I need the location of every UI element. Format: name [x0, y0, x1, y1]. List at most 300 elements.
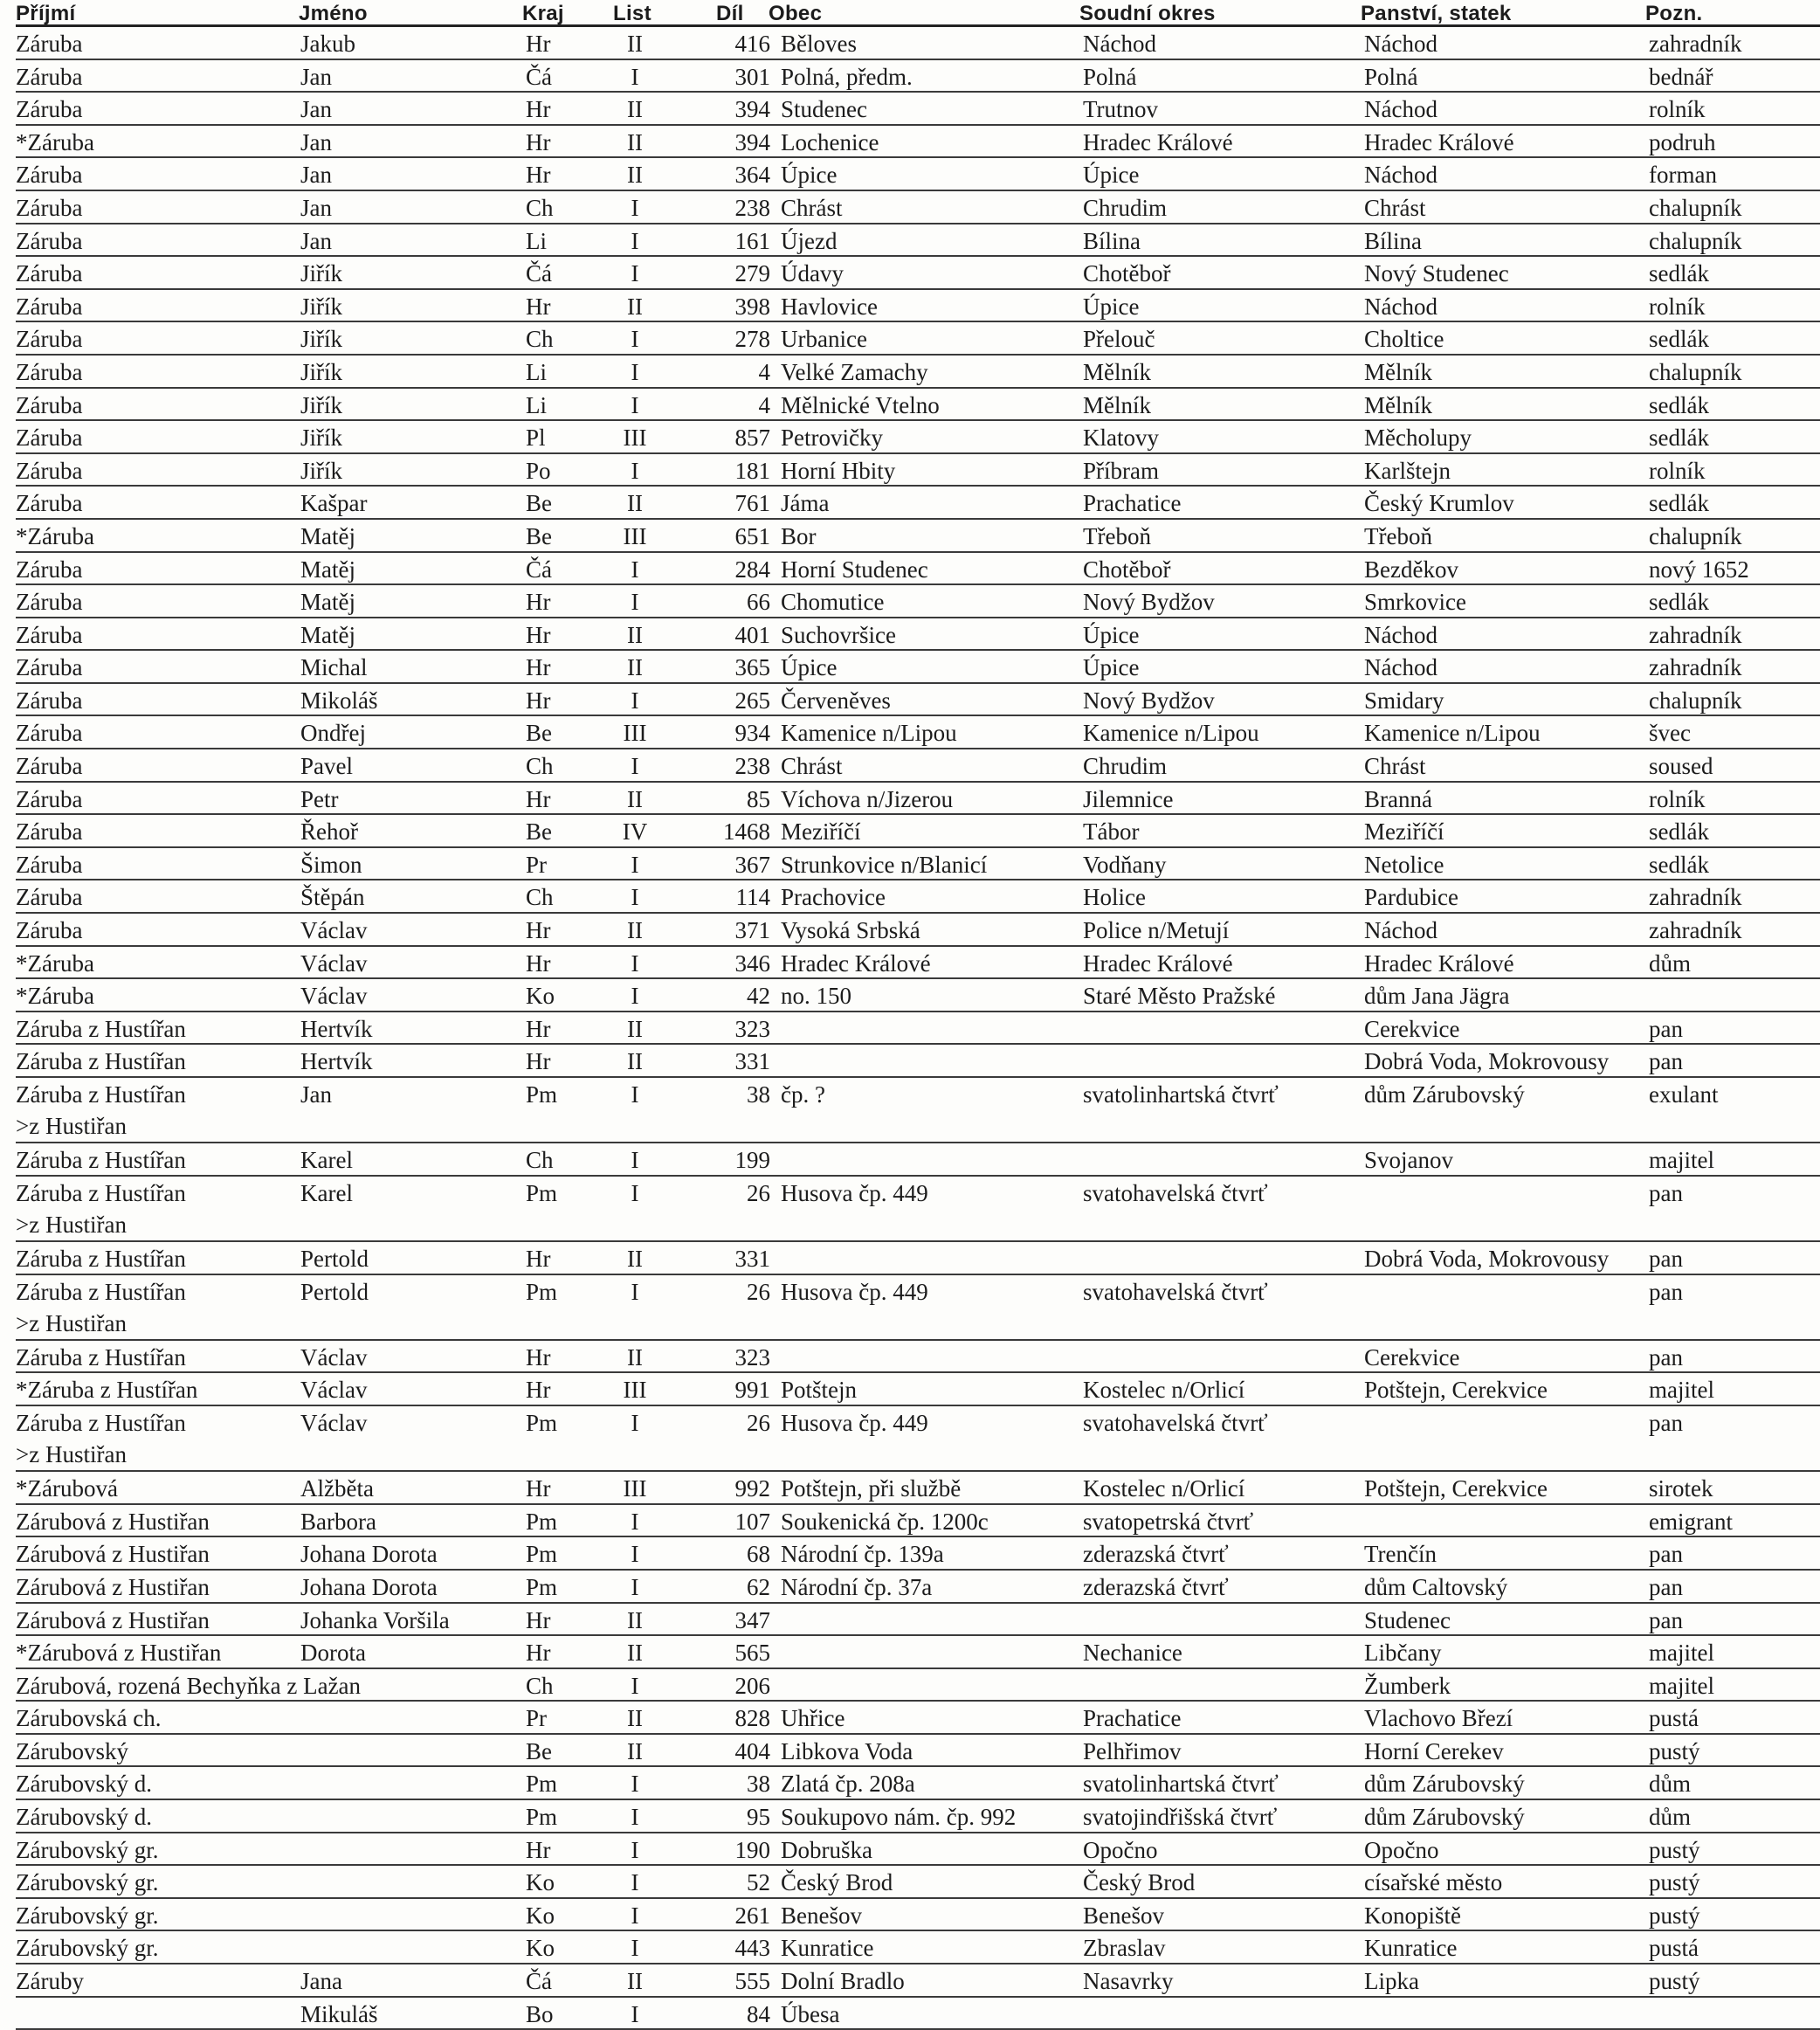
cell-obec: Hradec Králové: [781, 949, 931, 977]
cell-pozn: pustý: [1649, 1968, 1700, 1995]
cell-obec: Bor: [781, 522, 817, 549]
cell-list: II: [627, 1343, 643, 1371]
cell-jmeno: Václav: [300, 1343, 368, 1371]
cell-obec: Národní čp. 37a: [781, 1573, 933, 1600]
cell-list: I: [631, 63, 639, 90]
cell-list: II: [627, 917, 643, 944]
cell-jmeno: Jiřík: [300, 425, 343, 452]
cell-kraj: Pm: [526, 1179, 558, 1206]
table-row: [16, 224, 1820, 258]
cell-list: III: [623, 1377, 647, 1404]
cell-pozn: sedlák: [1649, 391, 1709, 418]
cell-prijmeni: Záruba z Hustířan: [16, 1278, 186, 1305]
cell-dil: 301: [734, 63, 770, 90]
cell-dil: 265: [734, 687, 770, 714]
cell-prijmeni: Zárubovský gr.: [16, 1902, 159, 1929]
cell-obec: Mělnické Vtelno: [781, 391, 940, 418]
cell-pozn: chalupník: [1649, 358, 1742, 385]
table-row: [16, 651, 1820, 684]
cell-prijmeni: Záruba z Hustířan: [16, 1245, 186, 1272]
cell-panstvi: Netolice: [1364, 851, 1444, 878]
cell-kraj: Ch: [526, 194, 554, 221]
cell-okres: Chotěboř: [1083, 260, 1171, 287]
cell-dil: 331: [734, 1245, 770, 1272]
cell-obec: Benešov: [781, 1902, 862, 1929]
table-row: [16, 60, 1820, 93]
cell-jmeno: Matěj: [300, 556, 355, 583]
cell-okres: svatojindřišská čtvrť: [1083, 1804, 1278, 1831]
cell-panstvi: Třeboň: [1364, 522, 1432, 549]
table-row: [16, 1537, 1820, 1571]
cell-kraj: Ch: [526, 326, 554, 353]
cell-prijmeni: Záruba: [16, 720, 83, 747]
cell-jmeno: Matěj: [300, 522, 355, 549]
cell-pozn: rolník: [1649, 785, 1706, 812]
cell-prijmeni: Záruba z Hustířan: [16, 1048, 186, 1075]
cell-prijmeni: Zárubovský d.: [16, 1771, 152, 1798]
table-row: [16, 1472, 1820, 1505]
cell-dil: 394: [734, 128, 770, 155]
cell-okres: Nový Bydžov: [1083, 687, 1215, 714]
table-row: [16, 93, 1820, 126]
cell-list: II: [627, 162, 643, 189]
cell-list: II: [627, 621, 643, 648]
cell-dil: 991: [734, 1377, 770, 1404]
cell-dil: 42: [747, 983, 770, 1010]
cell-prijmeni: Záruba: [16, 63, 83, 90]
cell-list: I: [631, 556, 639, 583]
cell-list: I: [631, 2000, 639, 2027]
table-row: [16, 520, 1820, 553]
cell-obec: Prachovice: [781, 884, 886, 911]
cell-prijmeni: Záruba: [16, 490, 83, 517]
cell-kraj: Ko: [526, 1869, 555, 1896]
cell-kraj: Pm: [526, 1541, 558, 1568]
cell-obec: Meziříčí: [781, 818, 861, 846]
cell-prijmeni: Zárubová, rozená Bechyňka z Lažan: [16, 1672, 362, 1699]
cell-jmeno: Václav: [300, 917, 368, 944]
header-soudni-okres: Soudní okres: [1079, 2, 1216, 25]
cell-dil: 199: [734, 1147, 770, 1174]
cell-pozn: sedlák: [1649, 425, 1709, 452]
cell-pozn: pan: [1649, 1606, 1683, 1633]
cell-okres: Chotěboř: [1083, 556, 1171, 583]
table-row: [16, 27, 1820, 60]
table-row: [16, 1505, 1820, 1538]
cell-panstvi: Konopiště: [1364, 1902, 1461, 1929]
cell-kraj: Bo: [526, 2000, 554, 2027]
cell-pozn: sedlák: [1649, 260, 1709, 287]
cell-kraj: Hr: [526, 162, 551, 189]
cell-kraj: Pm: [526, 1409, 558, 1436]
cell-obec: Potštejn: [781, 1377, 858, 1404]
cell-panstvi: Libčany: [1364, 1640, 1442, 1667]
cell-jmeno: Řehoř: [300, 818, 358, 846]
cell-pozn: dům: [1649, 1771, 1692, 1798]
cell-prijmeni: Zárubovská ch.: [16, 1705, 162, 1732]
cell-okres: Opočno: [1083, 1836, 1158, 1863]
cell-prijmeni: *Záruba: [16, 128, 94, 155]
cell-panstvi: Trenčín: [1364, 1541, 1437, 1568]
cell-list: I: [631, 1409, 639, 1436]
cell-obec: Kamenice n/Lipou: [781, 720, 957, 747]
cell-prijmeni: *Záruba z Hustířan: [16, 1377, 198, 1404]
cell-panstvi: Svojanov: [1364, 1147, 1454, 1174]
cell-obec: Petrovičky: [781, 425, 883, 452]
cell-prijmeni: *Záruba: [16, 983, 94, 1010]
cell-obec: Údavy: [781, 260, 844, 287]
table-row: [16, 947, 1820, 980]
table-row: [16, 322, 1820, 356]
cell-list: I: [631, 1573, 639, 1600]
cell-jmeno: Václav: [300, 1409, 368, 1436]
cell-list: II: [627, 128, 643, 155]
cell-pozn: pan: [1649, 1179, 1683, 1206]
cell-prijmeni: *Zárubová: [16, 1475, 118, 1502]
cell-prijmeni: Záruba: [16, 687, 83, 714]
cell-okres: svatopetrská čtvrť: [1083, 1508, 1254, 1535]
cell-jmeno: Hertvík: [300, 1048, 373, 1075]
cell-pozn: zahradník: [1649, 917, 1742, 944]
cell-jmeno: Alžběta: [300, 1475, 374, 1502]
cell-list: II: [627, 1705, 643, 1732]
table-row: [16, 257, 1820, 290]
cell-jmeno: Michal: [300, 654, 368, 681]
cell-obec: Velké Zamachy: [781, 358, 928, 385]
cell-prijmeni: Záruba: [16, 851, 83, 878]
cell-panstvi: Hradec Králové: [1364, 949, 1514, 977]
header-panstvi: Panství, statek: [1361, 2, 1512, 25]
cell-panstvi: Dobrá Voda, Mokrovousy: [1364, 1245, 1610, 1272]
cell-list: I: [631, 1278, 639, 1305]
cell-okres: Prachatice: [1083, 490, 1182, 517]
cell-pozn: rolník: [1649, 96, 1706, 123]
cell-panstvi: Žumberk: [1364, 1672, 1451, 1699]
cell-jmeno: Jan: [300, 128, 332, 155]
cell-list: III: [623, 1475, 647, 1502]
cell-okres: Hradec Králové: [1083, 949, 1233, 977]
cell-dil: 364: [734, 162, 770, 189]
table-row: [16, 783, 1820, 816]
cell-prijmeni: Záruba: [16, 654, 83, 681]
cell-panstvi: Vlachovo Březí: [1364, 1705, 1513, 1732]
cell-prijmeni: Záruba z Hustířan: [16, 1343, 186, 1371]
cell-list: I: [631, 983, 639, 1010]
cell-list: I: [631, 1836, 639, 1863]
cell-panstvi: Dobrá Voda, Mokrovousy: [1364, 1048, 1610, 1075]
cell-prijmeni-variant: >z Hustiřan: [16, 1440, 127, 1467]
cell-kraj: Hr: [526, 1343, 551, 1371]
cell-kraj: Be: [526, 522, 552, 549]
table-row: [16, 1735, 1820, 1768]
table-row: [16, 749, 1820, 783]
table-row: [16, 1604, 1820, 1637]
cell-okres: Úpice: [1083, 162, 1140, 189]
cell-dil: 761: [734, 490, 770, 517]
cell-prijmeni: Zárubová z Hustiřan: [16, 1508, 210, 1535]
cell-okres: Prachatice: [1083, 1705, 1182, 1732]
cell-kraj: Po: [526, 457, 551, 484]
cell-panstvi: Náchod: [1364, 31, 1437, 57]
cell-panstvi: Nový Studenec: [1364, 260, 1509, 287]
cell-prijmeni: Záruba: [16, 293, 83, 320]
cell-obec: Libkova Voda: [781, 1737, 913, 1764]
cell-okres: svatohavelská čtvrť: [1083, 1278, 1268, 1305]
cell-dil: 62: [747, 1573, 770, 1600]
cell-jmeno: Jan: [300, 96, 332, 123]
cell-panstvi: císařské město: [1364, 1869, 1503, 1896]
cell-jmeno: Barbora: [300, 1508, 376, 1535]
cell-prijmeni: Záruba: [16, 818, 83, 846]
cell-okres: Úpice: [1083, 654, 1140, 681]
cell-okres: Trutnov: [1083, 96, 1159, 123]
cell-dil: 443: [734, 1935, 770, 1962]
cell-jmeno: Šimon: [300, 851, 362, 878]
cell-jmeno: Petr: [300, 785, 339, 812]
cell-jmeno: Johanka Voršila: [300, 1606, 450, 1633]
cell-dil: 279: [734, 260, 770, 287]
cell-okres: Tábor: [1083, 818, 1140, 846]
cell-okres: Staré Město Pražské: [1083, 983, 1276, 1010]
cell-prijmeni: *Záruba: [16, 522, 94, 549]
cell-okres: zderazská čtvrť: [1083, 1541, 1229, 1568]
cell-panstvi: Smrkovice: [1364, 589, 1466, 616]
cell-list: II: [627, 293, 643, 320]
table-row: [16, 1143, 1820, 1177]
cell-dil: 261: [734, 1902, 770, 1929]
cell-list: II: [627, 654, 643, 681]
cell-obec: Dobruška: [781, 1836, 872, 1863]
cell-obec: Lochenice: [781, 128, 879, 155]
cell-obec: Studenec: [781, 96, 867, 123]
table-row: [16, 1702, 1820, 1735]
cell-jmeno: Jiřík: [300, 326, 343, 353]
cell-prijmeni: Zárubovský gr.: [16, 1935, 159, 1962]
table-row: [16, 880, 1820, 914]
cell-obec: Běloves: [781, 31, 857, 57]
cell-list: I: [631, 1541, 639, 1568]
cell-jmeno: Mikuláš: [300, 2000, 378, 2027]
cell-kraj: Čá: [526, 260, 552, 287]
cell-obec: Suchovršice: [781, 621, 896, 648]
cell-list: I: [631, 1902, 639, 1929]
cell-prijmeni: Záruba z Hustířan: [16, 1147, 186, 1174]
cell-prijmeni: Zárubovský gr.: [16, 1836, 159, 1863]
cell-okres: Mělník: [1083, 391, 1151, 418]
cell-okres: Kamenice n/Lipou: [1083, 720, 1259, 747]
cell-dil: 95: [747, 1804, 770, 1831]
cell-jmeno: Václav: [300, 949, 368, 977]
table-row: [16, 1406, 1820, 1472]
table-row: [16, 1964, 1820, 1998]
table-row: [16, 1571, 1820, 1604]
table-row: [16, 1866, 1820, 1899]
cell-kraj: Hr: [526, 917, 551, 944]
cell-jmeno: Karel: [300, 1179, 353, 1206]
cell-obec: čp. ?: [781, 1081, 825, 1108]
cell-list: I: [631, 753, 639, 780]
cell-jmeno: Jiřík: [300, 391, 343, 418]
cell-pozn: forman: [1649, 162, 1717, 189]
cell-panstvi: Náchod: [1364, 917, 1437, 944]
cell-prijmeni: Záruba: [16, 194, 83, 221]
cell-pozn: pustá: [1649, 1705, 1699, 1732]
cell-okres: svatolinhartská čtvrť: [1083, 1771, 1279, 1798]
cell-list: I: [631, 1869, 639, 1896]
cell-prijmeni: Zárubovský gr.: [16, 1869, 159, 1896]
table-header: [16, 0, 1820, 27]
cell-obec: Soukenická čp. 1200c: [781, 1508, 989, 1535]
cell-list: II: [627, 1048, 643, 1075]
cell-okres: Přelouč: [1083, 326, 1155, 353]
cell-pozn: soused: [1649, 753, 1713, 780]
cell-dil: 331: [734, 1048, 770, 1075]
cell-kraj: Hr: [526, 96, 551, 123]
cell-dil: 1468: [723, 818, 770, 846]
cell-list: I: [631, 1804, 639, 1831]
cell-jmeno: Karel: [300, 1147, 353, 1174]
cell-panstvi: Smidary: [1364, 687, 1444, 714]
cell-obec: Chrást: [781, 194, 843, 221]
cell-okres: Úpice: [1083, 293, 1140, 320]
cell-dil: 934: [734, 720, 770, 747]
table-row: [16, 553, 1820, 586]
cell-obec: no. 150: [781, 983, 851, 1010]
cell-list: I: [631, 1081, 639, 1108]
cell-obec: Červeněves: [781, 687, 891, 714]
cell-dil: 238: [734, 194, 770, 221]
cell-kraj: Be: [526, 720, 552, 747]
cell-dil: 365: [734, 654, 770, 681]
cell-okres: Nasavrky: [1083, 1968, 1174, 1995]
cell-panstvi: Choltice: [1364, 326, 1444, 353]
cell-dil: 401: [734, 621, 770, 648]
cell-pozn: chalupník: [1649, 194, 1742, 221]
table-row: [16, 1931, 1820, 1964]
cell-obec: Vysoká Srbská: [781, 917, 920, 944]
cell-prijmeni: Záruba: [16, 260, 83, 287]
cell-obec: Horní Studenec: [781, 556, 928, 583]
cell-list: I: [631, 326, 639, 353]
header-dil: Díl: [716, 2, 744, 25]
cell-jmeno: Jakub: [300, 31, 355, 57]
cell-panstvi: Potštejn, Cerekvice: [1364, 1377, 1548, 1404]
cell-dil: 26: [747, 1409, 770, 1436]
header-jmeno: Jméno: [299, 2, 368, 25]
cell-okres: Pelhřimov: [1083, 1737, 1182, 1764]
cell-kraj: Ko: [526, 1935, 555, 1962]
cell-okres: svatohavelská čtvrť: [1083, 1409, 1268, 1436]
cell-panstvi: Studenec: [1364, 1606, 1451, 1633]
cell-prijmeni: Záruba: [16, 753, 83, 780]
cell-panstvi: Chrást: [1364, 753, 1426, 780]
cell-pozn: chalupník: [1649, 687, 1742, 714]
cell-panstvi: dům Zárubovský: [1364, 1804, 1525, 1831]
cell-obec: Urbanice: [781, 326, 867, 353]
cell-list: I: [631, 391, 639, 418]
table-row: [16, 1275, 1820, 1341]
table-row: [16, 914, 1820, 947]
cell-dil: 346: [734, 949, 770, 977]
cell-panstvi: Potštejn, Cerekvice: [1364, 1475, 1548, 1502]
cell-jmeno: Matěj: [300, 621, 355, 648]
cell-jmeno: Václav: [300, 983, 368, 1010]
cell-kraj: Čá: [526, 556, 552, 583]
cell-pozn: pustý: [1649, 1902, 1700, 1929]
cell-okres: Nový Bydžov: [1083, 589, 1215, 616]
cell-obec: Újezd: [781, 227, 838, 254]
cell-list: I: [631, 227, 639, 254]
cell-prijmeni-variant: >z Hustiřan: [16, 1113, 127, 1139]
cell-dil: 404: [734, 1737, 770, 1764]
cell-pozn: zahradník: [1649, 654, 1742, 681]
cell-prijmeni: Záruba z Hustířan: [16, 1409, 186, 1436]
cell-kraj: Pl: [526, 425, 546, 452]
cell-list: IV: [622, 818, 648, 846]
cell-jmeno: Jiřík: [300, 293, 343, 320]
cell-pozn: chalupník: [1649, 522, 1742, 549]
cell-pozn: sedlák: [1649, 818, 1709, 846]
cell-pozn: pan: [1649, 1343, 1683, 1371]
cell-panstvi: Cerekvice: [1364, 1343, 1460, 1371]
table-row: [16, 1242, 1820, 1275]
cell-panstvi: Branná: [1364, 785, 1432, 812]
cell-okres: Český Brod: [1083, 1869, 1196, 1896]
cell-prijmeni: Záruba: [16, 457, 83, 484]
cell-panstvi: Bezděkov: [1364, 556, 1458, 583]
cell-pozn: podruh: [1649, 128, 1716, 155]
cell-jmeno: Mikoláš: [300, 687, 378, 714]
cell-pozn: chalupník: [1649, 227, 1742, 254]
cell-list: II: [627, 31, 643, 57]
cell-kraj: Hr: [526, 1377, 551, 1404]
cell-dil: 828: [734, 1705, 770, 1732]
table-row: [16, 158, 1820, 191]
cell-kraj: Ko: [526, 983, 555, 1010]
cell-pozn: pan: [1649, 1245, 1683, 1272]
cell-kraj: Be: [526, 490, 552, 517]
cell-prijmeni: *Zárubová z Hustiřan: [16, 1640, 222, 1667]
cell-list: II: [627, 1968, 643, 1995]
cell-kraj: Hr: [526, 1640, 551, 1667]
table-row: [16, 1636, 1820, 1669]
cell-okres: Třeboň: [1083, 522, 1151, 549]
cell-dil: 68: [747, 1541, 770, 1568]
cell-okres: Klatovy: [1083, 425, 1159, 452]
cell-obec: Kunratice: [781, 1935, 874, 1962]
cell-pozn: pustý: [1649, 1869, 1700, 1896]
table-row: [16, 421, 1820, 454]
cell-kraj: Pm: [526, 1804, 558, 1831]
cell-kraj: Hr: [526, 589, 551, 616]
cell-kraj: Pm: [526, 1573, 558, 1600]
cell-obec: Polná, předm.: [781, 63, 913, 90]
cell-okres: Police n/Metují: [1083, 917, 1230, 944]
cell-obec: Český Brod: [781, 1869, 893, 1896]
cell-dil: 114: [735, 884, 770, 911]
cell-prijmeni: Zárubovský: [16, 1737, 128, 1764]
cell-list: II: [627, 1737, 643, 1764]
cell-okres: Nechanice: [1083, 1640, 1182, 1667]
table-row: [16, 1767, 1820, 1800]
cell-list: I: [631, 949, 639, 977]
cell-dil: 323: [734, 1343, 770, 1371]
table-row: [16, 290, 1820, 323]
table-row: [16, 1012, 1820, 1046]
cell-okres: Vodňany: [1083, 851, 1167, 878]
cell-jmeno: Jiřík: [300, 457, 343, 484]
cell-pozn: pan: [1649, 1015, 1683, 1042]
